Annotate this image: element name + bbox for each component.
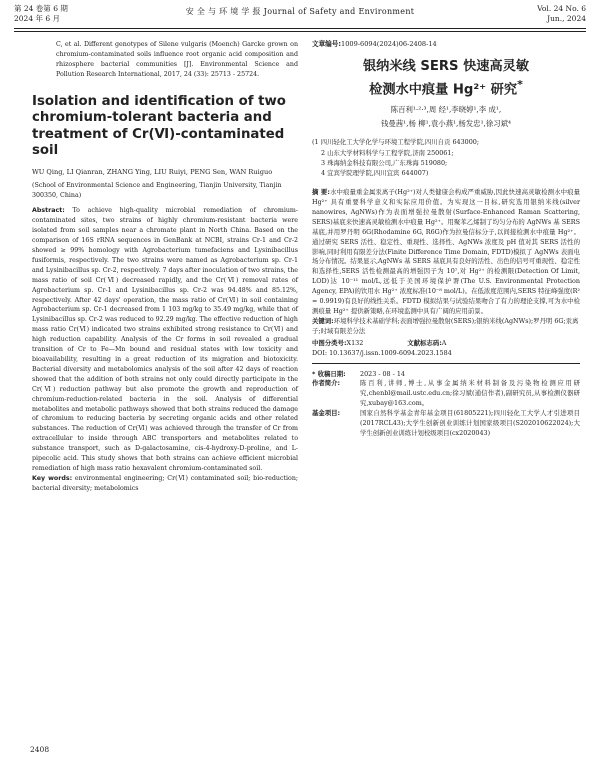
- doc-code: [407, 339, 468, 349]
- chinese-affiliations: [312, 137, 580, 178]
- chinese-title-line2-wrap: [312, 76, 580, 99]
- reference-text: C, et al. Different genotypes of Silene vulgaris (Moench) Garcke grown on chromium-contaminated soils influence root organic acid composition and rhizosphere bacterial communities [J]. Environmental Science and Pollution Research International, 2017, 24 (33): 25713 - 25724.: [56, 41, 298, 78]
- footnote-key: * 收稿日期:: [312, 369, 346, 378]
- running-header: [14, 2, 586, 28]
- classification-row: [312, 339, 580, 349]
- chinese-abstract: [312, 188, 580, 317]
- doc-value: A: [441, 338, 447, 347]
- english-affiliation: (School of Environmental Science and Engineering, Tianjin University, Tianjin 300350, China): [32, 182, 282, 199]
- keywords-label: Key words:: [32, 474, 73, 482]
- abstract-label: Abstract:: [32, 207, 65, 215]
- footnote-row: [312, 409, 580, 439]
- header-rule: [14, 28, 586, 29]
- title-footnote-mark: *: [517, 77, 523, 91]
- footnote-row: [312, 379, 580, 409]
- clc-code: [312, 339, 385, 349]
- clc-label: 中图分类号:: [312, 338, 347, 347]
- header-volume-line: 第 24 卷第 6 期: [14, 4, 68, 13]
- chinese-keywords-label: 关键词:: [312, 316, 334, 325]
- affiliation-item: (1 四川轻化工大学化学与环境工程学院,四川自贡 643000;: [312, 138, 480, 147]
- affiliation-item: 4 宜宾学院理学院,四川宜宾 644007): [321, 168, 429, 177]
- chinese-abstract-text: 水中痕量重金属汞离子(Hg²⁺)对人类健康会构成严重威胁,因此快速高灵敏检测水中痕量 Hg²⁺ 具有重要科学意义和实际应用价值。为实现这一目标,研究选用银纳米线(silver nanowires, AgNWs)作为表面增强拉曼散射(Surface-Enhanced Raman Scattering, SERS)基底来快速高灵敏检测水中痕量 Hg²⁺。用聚苯乙烯制了均匀分布的 AgNWs 基 SERS 基底,并用罗丹明 6G(Rhodamine 6G, R6G)作为拉曼信标分子,以间接检测水中痕量 Hg²⁺。通过研究 SERS 活性、稳定性、重现性、选择性、AgNWs 浓度及 pH 值对其 SERS 活性的影响,同时利用有限差分法(Finite Difference Time Domain, FDTD)模拟了 AgNWs 表面电场分布情况。结果显示,AgNWs 基 SERS 基底具有良好的活性、出色的信号可重现性、稳定性和选择性,SERS 活性检测最高的增强因子为 10⁷,对 Hg²⁺ 的检测限(Detection Of Limit, LOD)达 10⁻¹¹ mol/L,远低于美国环境保护署(The U.S. Environmental Protection Agency, EPA)的饮用水 Hg²⁺ 浓度标准(10⁻⁸ mol/L)。在低浓度范围内,SERS 特征峰强度(R² = 0.9919)有良好的线性关系。FDTD 模拟结果与试验结果吻合了有力的理论支撑,可为水中检测痕量 Hg²⁺ 提供新策略,在环境监测中具有广阔的应用前景。: [312, 188, 580, 315]
- chinese-authors: [318, 103, 574, 131]
- header-date-en: Jun., 2024: [547, 14, 586, 23]
- article-number: [312, 40, 580, 50]
- classification-info: [312, 339, 580, 359]
- clc-value: X132: [346, 338, 364, 347]
- doi: DOI: 10.13637/j.issn.1009-6094.2023.1584: [312, 348, 452, 357]
- right-column: [312, 40, 580, 439]
- article-number-value: 1009-6094(2024)06-2408-14: [341, 40, 437, 48]
- english-title: Isolation and identification of two chromium-tolerant bacteria and treatment of Cr(Ⅵ)-contaminated soil: [32, 93, 286, 159]
- header-volume-en: [537, 4, 586, 24]
- keywords-text: environmental engineering; Cr(Ⅵ) contaminated soil; bio-reduction; bacterial diversity; metabolomics: [32, 474, 298, 492]
- doc-label: 文献标志码:: [407, 338, 442, 347]
- english-abstract: [32, 206, 298, 473]
- footnote-separator: [312, 363, 580, 364]
- footnote-key: 作者简介:: [312, 379, 341, 388]
- footnote-value: 国家自然科学基金青年基金项目(61805221);四川轻化工大学人才引进项目(2017RCL43);大学生创新创业训练计划国家级项目(S202010622024);大学生创新创业训练计划校级项目(cx2020043): [360, 409, 580, 437]
- chinese-abstract-label: 摘 要:: [312, 188, 330, 197]
- affiliation-item: 3 珠海纳金科技有限公司,广东珠海 519080;: [321, 158, 448, 167]
- chinese-authors-line1: 陈百利¹·²·³,周 经¹,李晓婷¹,李 成¹,: [390, 105, 502, 115]
- chinese-title-line2: 检测水中痕量 Hg²⁺ 研究: [369, 82, 518, 98]
- english-keywords: [32, 474, 298, 494]
- footnote-value: 陈百利,讲师,博士,从事金属纳米材料制备及污染物检测应用研究,chenbl@mail.ustc.edu.cn;徐习斌(通信作者),副研究员,从事检测仪器研究,xubay@163.com。: [360, 379, 580, 408]
- english-authors: WU Qing, LI Qianran, ZHANG Ying, LIU Ruiyi, PENG Sen, WAN Ruiguo: [32, 167, 273, 176]
- chinese-title: [312, 58, 580, 99]
- footnotes: [312, 370, 580, 439]
- chinese-title-line1: 银纳米线 SERS 快速高灵敏: [362, 58, 530, 74]
- left-column: [32, 40, 298, 494]
- chinese-keywords: [312, 317, 580, 337]
- header-vol-en: Vol. 24 No. 6: [537, 4, 586, 13]
- affiliation-item: 2 山东大学材料科学与工程学院,济南 250061;: [321, 148, 454, 157]
- abstract-text: To achieve high-quality microbial remediation of chromium-contaminated sites, two strains of highly chromium-resistant bacteria were isolated from soil samples near a chromate plant in North China. Based on the comparison of 16S rRNA sequences in GenBank at NCBI, strains Cr-1 and Cr-2 showed ≥ 99% homology with Agrobacterium tumefaciens and Lysinibacillus fusiformis, respectively. The two strains were named as Agrobacterium sp. Cr-1 and Lysinibacillus sp. Cr-2, respectively. 7 days after inoculation of two strains, the mass ratio of soil Cr(Ⅵ) decreased rapidly, and the Cr(Ⅵ) removal rates of Agrobacterium sp. Cr-1 and Lysinibacillus sp. Cr-2 was 94.48% and 85.12%, respectively. After 42 days' operation, the mass ratio of Cr(Ⅵ) in soil containing Agrobacterium sp. Cr-1 decreased from 1 103 mg/kg to 35.49 mg/kg, while that of Lysinibacillus sp. Cr-2 was reduced to 92.29 mg/kg. The effective reduction of high mass ratio Cr(Ⅵ) indicated two strains exhibited strong resistance to Cr(Ⅵ) and high reduction capability. Analysis of the Cr forms in soil revealed a gradual transition of Cr to Fe—Mn bound and residual states with low toxicity and bioavailability, resulting in a great reduction of its migration and biotoxicity. Bacterial diversity and metabolomics analysis of the soil after 42 days of reaction showed that the addition of both strains not only could directly participate in the Cr(Ⅵ) reduction pathway but also promote the growth and reproduction of chromium-reduction-related bacteria in the soil. Analysis of differential metabolites and metabolic pathways showed that both strains reduced the damage of chromium to reducing bacteria by secreting organic acids and other related substances. The reduction of Cr(Ⅵ) was achieved through the transfer of Cr from extracellular to inside through ABC transporters and metabolites related to substance transport, such as D-galactosamine, cis-4-hydroxy-D-proline, and L-pipecolic acid. This study shows that both strains can achieve efficient microbial remediation of high mass ratio hexavalent chromium-contaminated soil.: [32, 207, 298, 472]
- header-date-line: 2024 年 6 月: [14, 14, 61, 23]
- article-number-label: 文章编号:: [312, 40, 342, 48]
- footnote-value: 2023 - 08 - 14: [360, 369, 405, 378]
- footnote-key: 基金项目:: [312, 409, 341, 418]
- header-rule-thin: [14, 31, 586, 32]
- footnote-row: [312, 370, 580, 380]
- page-number: 2408: [30, 745, 50, 754]
- journal-name: 安 全 与 环 境 学 报 Journal of Safety and Environment: [185, 7, 415, 16]
- chinese-keywords-text: 环境科学技术基础学科;表面增强拉曼散射(SERS);银纳米线(AgNWs);罗丹明 6G;汞离子;时域有限差分法: [312, 316, 579, 335]
- chinese-authors-line2: 钱曼茜¹,杨 柳¹,袁小燕¹,杨发忠¹,徐习斌⁴: [380, 119, 512, 129]
- reference-tail: [32, 40, 298, 80]
